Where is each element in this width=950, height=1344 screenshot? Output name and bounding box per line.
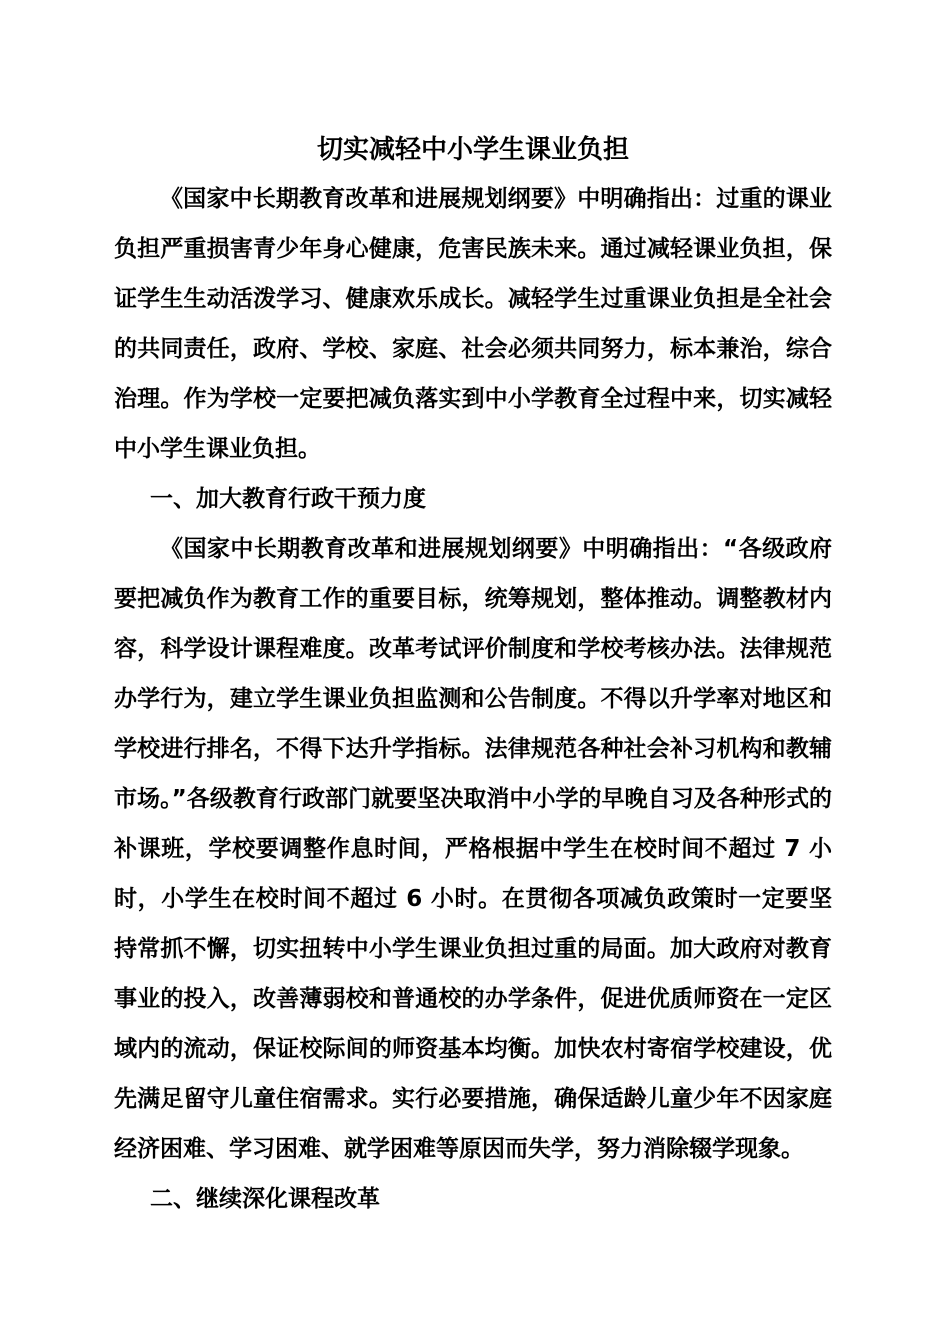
document-content [114, 126, 832, 1224]
intro-paragraph: 《国家中长期教育改革和进展规划纲要》中明确指出：过重的课业负担严重损害青少年身心健康，危害民族未来。通过减轻课业负担，保证学生生动活泼学习、健康欢乐成长。减轻学生过重课业负担是全社会的共同责任，政府、学校、家庭、社会必须共同努力，标本兼治，综合治理。作为学校一定要把减负落实到中小学教育全过程中来，切实减轻中小学生课业负担。 [114, 186, 832, 462]
document-title: 切实减轻中小学生课业负担 [316, 135, 629, 165]
section-1-heading: 一、加大教育行政干预力度 [150, 486, 426, 512]
section-2-heading: 二、继续深化课程改革 [150, 1186, 380, 1212]
section-1-paragraph: 《国家中长期教育改革和进展规划纲要》中明确指出：“各级政府要把减负作为教育工作的重要目标，统筹规划，整体推动。调整教材内容，科学设计课程难度。改革考试评价制度和学校考核办法。法律规范办学行为，建立学生课业负担监测和公告制度。不得以升学率对地区和学校进行排名，不得下达升学指标。法律规范各种社会补习机构和教辅市场。”各级教育行政部门就要坚决取消中小学的早晚自习及各种形式的补课班，学校要调整作息时间，严格根据中学生在校时间不超过 7 小时，小学生在校时间不超过 6 小时。在贯彻各项减负政策时一定要坚持常抓不懈，切实扭转中小学生课业负担过重的局面。加大政府对教育事业的投入，改善薄弱校和普通校的办学条件，促进优质师资在一定区域内的流动，保证校际间的师资基本均衡。加快农村寄宿学校建设，优先满足留守儿童住宿需求。实行必要措施，确保适龄儿童少年不因家庭经济困难、学习困难、就学困难等原因而失学，努力消除辍学现象。 [114, 536, 832, 1162]
